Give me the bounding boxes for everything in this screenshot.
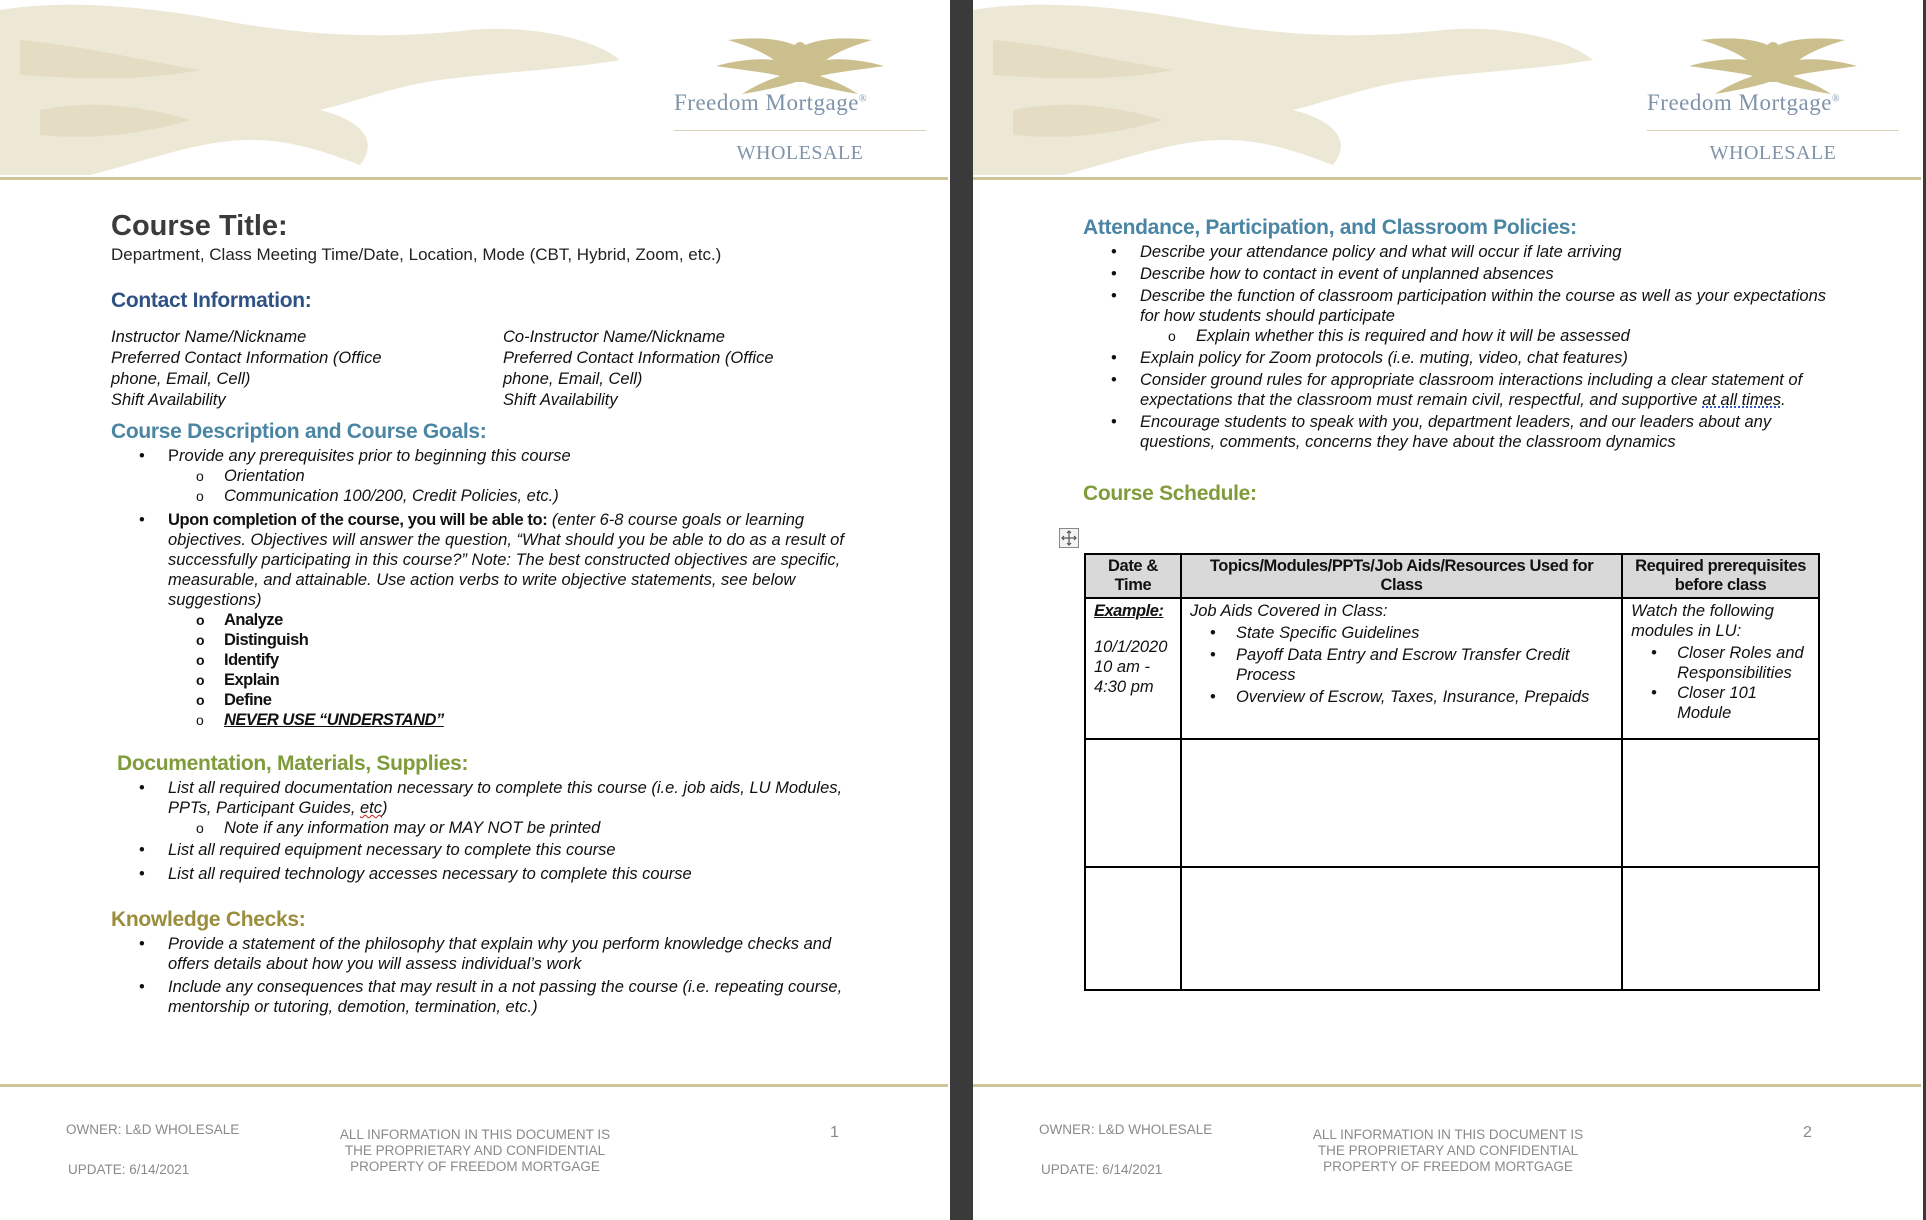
contact-heading: Contact Information: bbox=[111, 289, 312, 312]
list-item: o Analyze bbox=[224, 610, 851, 630]
list-item: o Explain whether this is required and how it will be assessed bbox=[1196, 326, 1843, 346]
instructor-shift: Shift Availability bbox=[111, 391, 226, 409]
list-item: • Encourage students to speak with you, department leaders, and our leaders about any questions, comments, concerns they have about the classroom dynamics bbox=[1140, 412, 1843, 452]
topics-list bbox=[1190, 623, 1613, 707]
list-item bbox=[168, 778, 851, 838]
list-item: • Describe how to contact in event of unplanned absences bbox=[1140, 264, 1843, 284]
course-schedule-heading: Course Schedule: bbox=[1083, 482, 1257, 505]
eagle-logo-icon bbox=[1681, 34, 1865, 96]
eagle-logo-icon bbox=[708, 34, 892, 96]
brand-name bbox=[674, 90, 930, 116]
table-cell-empty[interactable] bbox=[1085, 867, 1181, 990]
list-item: o Note if any information may or MAY NOT be printed bbox=[224, 818, 851, 838]
list-item bbox=[1140, 370, 1843, 410]
prereq-intro: Watch the following modules in LU: bbox=[1631, 602, 1774, 640]
instructor-contact-line-1: Preferred Contact Information (Office bbox=[111, 349, 382, 367]
spellcheck-word: etc bbox=[359, 799, 382, 817]
page-2-body bbox=[1083, 216, 1843, 506]
table-row bbox=[1085, 598, 1819, 739]
registered-mark: ® bbox=[1831, 93, 1841, 105]
list-item bbox=[168, 510, 851, 730]
list-item: • Include any consequences that may result in a not passing the course (i.e. repeating course, mentorship or tutoring, demotion, termination, etc.) bbox=[168, 977, 851, 1017]
list-item bbox=[1140, 286, 1843, 346]
attendance-list bbox=[1083, 242, 1843, 452]
course-subtitle: Department, Class Meeting Time/Date, Location, Mode (CBT, Hybrid, Zoom, etc.) bbox=[111, 245, 722, 264]
table-cell-empty[interactable] bbox=[1181, 739, 1622, 867]
topics-intro: Job Aids Covered in Class: bbox=[1189, 602, 1388, 620]
confidential-line: PROPERTY OF FREEDOM MORTGAGE bbox=[1323, 1159, 1573, 1174]
column-header-date: Date & Time bbox=[1085, 554, 1181, 598]
instructor-contact-line-2: phone, Email, Cell) bbox=[111, 370, 251, 388]
list-item: o Distinguish bbox=[224, 630, 851, 650]
footer-divider bbox=[0, 1084, 948, 1087]
document-page-2 bbox=[973, 0, 1923, 1220]
move-icon bbox=[1060, 529, 1078, 547]
co-instructor-contact-line-1: Preferred Contact Information (Office bbox=[503, 349, 774, 367]
page-1-body bbox=[111, 210, 851, 1017]
instructor-name: Instructor Name/Nickname bbox=[111, 328, 307, 346]
document-page-1 bbox=[0, 0, 950, 1220]
table-cell-empty[interactable] bbox=[1181, 867, 1622, 990]
freedom-mortgage-logo bbox=[1643, 30, 1903, 180]
table-row bbox=[1085, 739, 1819, 867]
documentation-sublist bbox=[168, 818, 851, 838]
footer-update-date: UPDATE: 6/14/2021 bbox=[1041, 1162, 1163, 1177]
documentation-heading: Documentation, Materials, Supplies: bbox=[117, 752, 469, 775]
list-item: • Closer Roles and Responsibilities bbox=[1677, 643, 1810, 683]
instructor-contact bbox=[111, 327, 503, 411]
ground-rules-end: . bbox=[1781, 391, 1786, 409]
course-description-heading: Course Description and Course Goals: bbox=[111, 420, 487, 443]
co-instructor-name: Co-Instructor Name/Nickname bbox=[503, 328, 725, 346]
confidential-line: THE PROPRIETARY AND CONFIDENTIAL bbox=[344, 1143, 606, 1158]
column-header-prereqs: Required prerequisites before class bbox=[1622, 554, 1819, 598]
table-cell-topics[interactable] bbox=[1181, 598, 1622, 739]
table-cell-empty[interactable] bbox=[1622, 739, 1819, 867]
brand-name-text: Freedom Mortgage bbox=[1647, 90, 1832, 115]
description-list bbox=[111, 446, 851, 730]
confidential-line: THE PROPRIETARY AND CONFIDENTIAL bbox=[1317, 1143, 1579, 1158]
list-item: • List all required technology accesses necessary to complete this course bbox=[168, 864, 851, 884]
eagle-watermark-icon bbox=[973, 0, 1593, 175]
documentation-item-end: ) bbox=[382, 799, 388, 817]
list-item: o Identify bbox=[224, 650, 851, 670]
grammar-flag-text: at all times bbox=[1702, 391, 1782, 409]
footer-divider bbox=[973, 1084, 1921, 1087]
list-item: o Define bbox=[224, 690, 851, 710]
header-divider bbox=[973, 177, 1921, 180]
contact-info bbox=[111, 327, 851, 411]
objectives-text: (enter 6-8 course goals or learning objectives. Objectives will answer the question, “What should you be able to do as a result of successfully participating in this course?” Note: The best constructed objectives are specific, measurable, and attainable. Use action verbs to write objective statements, see below suggestions) bbox=[168, 511, 844, 609]
footer-update-date: UPDATE: 6/14/2021 bbox=[68, 1162, 190, 1177]
table-cell-empty[interactable] bbox=[1622, 867, 1819, 990]
list-item bbox=[224, 710, 851, 730]
page-number: 2 bbox=[1803, 1124, 1812, 1141]
confidential-line: PROPERTY OF FREEDOM MORTGAGE bbox=[350, 1159, 600, 1174]
documentation-list bbox=[111, 778, 851, 884]
example-label: Example: bbox=[1094, 602, 1164, 620]
footer-owner: OWNER: L&D WHOLESALE bbox=[1039, 1122, 1213, 1137]
prereq-first-letter: P bbox=[168, 447, 180, 465]
list-item: • Payoff Data Entry and Escrow Transfer Credit Process bbox=[1236, 645, 1613, 685]
list-item: o Communication 100/200, Credit Policies, etc.) bbox=[224, 486, 851, 506]
table-row bbox=[1085, 867, 1819, 990]
list-item: • Explain policy for Zoom protocols (i.e. muting, video, chat features) bbox=[1140, 348, 1843, 368]
brand-name-text: Freedom Mortgage bbox=[674, 90, 859, 115]
list-item: o Orientation bbox=[224, 466, 851, 486]
list-item: • Closer 101 Module bbox=[1677, 683, 1810, 723]
confidential-line: ALL INFORMATION IN THIS DOCUMENT IS bbox=[339, 1127, 611, 1142]
participation-text: Describe the function of classroom participation within the course as well as your expectations for how students should participate bbox=[1140, 287, 1827, 325]
list-item bbox=[168, 446, 851, 506]
list-item: • Provide a statement of the philosophy that explain why you perform knowledge checks and offers details about how you will assess individual’s work bbox=[168, 934, 851, 974]
documentation-item-text: List all required documentation necessary to complete this course (i.e. job aids, LU Modules, PPTs, Participant Guides, bbox=[168, 779, 843, 817]
brand-name bbox=[1647, 90, 1903, 116]
footer-owner: OWNER: L&D WHOLESALE bbox=[66, 1122, 240, 1137]
table-cell-prereqs[interactable] bbox=[1622, 598, 1819, 739]
co-instructor-contact bbox=[503, 327, 833, 411]
header-divider bbox=[0, 177, 948, 180]
co-instructor-contact-line-2: phone, Email, Cell) bbox=[503, 370, 643, 388]
footer-confidential-notice bbox=[320, 1127, 630, 1175]
knowledge-checks-heading: Knowledge Checks: bbox=[111, 908, 306, 931]
list-item: • List all required equipment necessary to complete this course bbox=[168, 840, 851, 860]
table-cell-date[interactable] bbox=[1085, 598, 1181, 739]
course-title: Course Title: bbox=[111, 210, 288, 242]
list-item: • Describe your attendance policy and what will occur if late arriving bbox=[1140, 242, 1843, 262]
table-move-handle[interactable] bbox=[1059, 528, 1079, 548]
list-item: o Explain bbox=[224, 670, 851, 690]
knowledge-list bbox=[111, 934, 851, 1017]
course-schedule-table bbox=[1084, 553, 1820, 991]
logo-divider bbox=[1647, 130, 1899, 131]
attendance-heading: Attendance, Participation, and Classroom Policies: bbox=[1083, 216, 1577, 239]
never-understand-note: NEVER USE “UNDERSTAND” bbox=[224, 711, 444, 729]
footer-confidential-notice bbox=[1293, 1127, 1603, 1175]
list-item: • State Specific Guidelines bbox=[1236, 623, 1613, 643]
logo-divider bbox=[674, 130, 926, 131]
action-verbs-list bbox=[168, 610, 851, 730]
example-date: 10/1/2020 10 am - 4:30 pm bbox=[1094, 638, 1168, 696]
brand-division: WHOLESALE bbox=[1709, 142, 1837, 164]
page-number: 1 bbox=[830, 1124, 839, 1141]
list-item: • Overview of Escrow, Taxes, Insurance, Prepaids bbox=[1236, 687, 1613, 707]
objectives-lead: Upon completion of the course, you will be able to: bbox=[168, 511, 548, 529]
ground-rules-text: Consider ground rules for appropriate classroom interactions including a clear statement of expectations that the classroom must remain civil, respectful, and supportive bbox=[1140, 371, 1803, 409]
eagle-watermark-icon bbox=[0, 0, 620, 175]
brand-division: WHOLESALE bbox=[736, 142, 864, 164]
freedom-mortgage-logo bbox=[670, 30, 930, 180]
column-header-topics: Topics/Modules/PPTs/Job Aids/Resources Used for Class bbox=[1181, 554, 1622, 598]
prereq-sublist bbox=[168, 466, 851, 506]
prereq-list bbox=[1631, 643, 1810, 723]
co-instructor-shift: Shift Availability bbox=[503, 391, 618, 409]
prereq-text: rovide any prerequisites prior to beginning this course bbox=[179, 447, 571, 465]
attendance-sublist bbox=[1140, 326, 1843, 346]
table-cell-empty[interactable] bbox=[1085, 739, 1181, 867]
table-header-row bbox=[1085, 554, 1819, 598]
confidential-line: ALL INFORMATION IN THIS DOCUMENT IS bbox=[1312, 1127, 1584, 1142]
registered-mark: ® bbox=[858, 93, 868, 105]
